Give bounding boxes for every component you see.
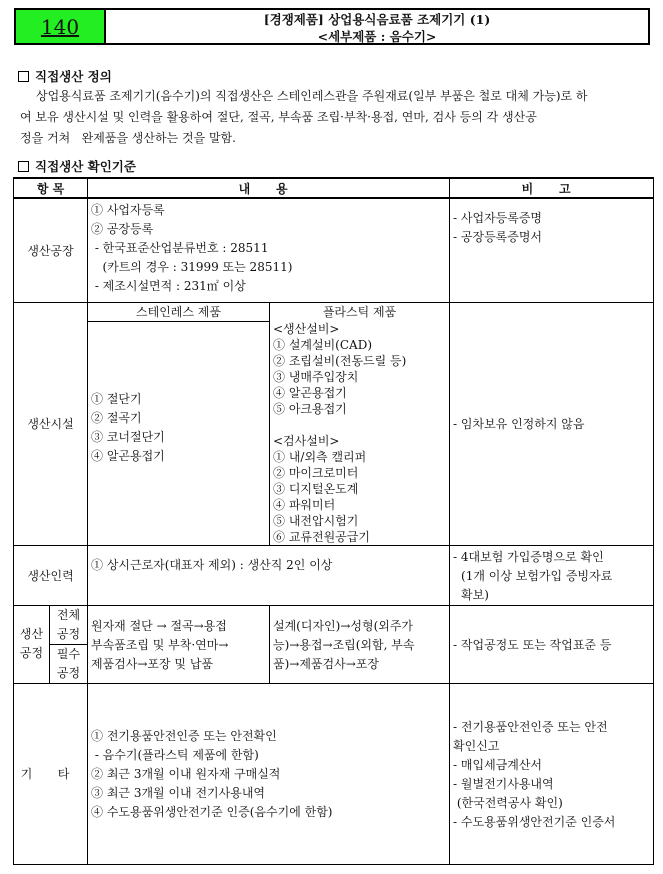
stainless-facility: 스테인레스 제품 ① 절단기 ② 절곡기 ③ 코너절단기 ④ 알곤용접기	[88, 302, 270, 545]
factory-remark: - 사업자등록증명 - 공장등록증명서	[450, 198, 654, 302]
definition-line: 상업용식료품 조제기기(음수기)의 직접생산은 스테인레스관을 주원재료(일부 부품은 철로 대체 가능)로 하	[36, 89, 588, 103]
row-label-facility: 생산시설	[14, 302, 88, 545]
process-required-label: 필수 공정	[50, 644, 88, 683]
checkbox-square-icon	[18, 161, 29, 172]
definition-line: 여 보유 생산시설 및 인력을 활용하여 절단, 절곡, 부속품 조립·부착·용접, 연마, 검사 등의 각 생산공	[20, 110, 537, 124]
section-criteria-title: 직접생산 확인기준	[18, 157, 136, 175]
definition-paragraph	[20, 86, 652, 149]
document-header	[14, 8, 650, 45]
criteria-table	[13, 177, 654, 865]
table-row-facility	[14, 302, 654, 545]
workforce-content: ① 상시근로자(대표자 제외) : 생산직 2인 이상	[88, 545, 450, 605]
facility-remark: - 임차보유 인정하지 않음	[450, 302, 654, 545]
process-remark: - 작업공정도 또는 작업표준 등	[450, 605, 654, 683]
table-row-workforce	[14, 545, 654, 605]
process-plastic: 설계(디자인)→성형(외주가 능)→용접→조립(외함, 부속 품)→제품검사→포장	[270, 605, 450, 683]
plastic-facility: 플라스틱 제품 <생산설비> ① 설계설비(CAD) ② 조립설비(전동드릴 등) ③ 냉매주입장치 ④ 알곤용접기 ⑤ 아크용접기 <검사설비> ① 내/외측 캘리퍼 ② 마이크로미터 ③ 디지털온도계 ④ 파워미터 ⑤ 내전압시험기 ⑥ 교류전원공급기	[270, 302, 450, 545]
item-number: 140	[16, 10, 106, 43]
document-title	[106, 10, 648, 43]
row-label-workforce: 생산인력	[14, 545, 88, 605]
process-full-label: 전체 공정	[50, 605, 88, 644]
plastic-header: 플라스틱 제품	[322, 304, 397, 319]
table-row-other	[14, 683, 654, 865]
row-label-process: 생산 공정	[14, 605, 50, 683]
row-label-other: 기 타	[14, 683, 88, 865]
other-content: ① 전기용품안전인증 또는 안전확인 - 음수기(플라스틱 제품에 한함) ② 최근 3개월 이내 원자재 구매실적 ③ 최근 3개월 이내 전기사용내역 ④ 수도용품위생안전기준 인증(음수기에 한함)	[88, 683, 450, 865]
table-row-process-full	[14, 605, 654, 644]
table-header-row	[14, 178, 654, 198]
table-row-factory	[14, 198, 654, 302]
header-remark: 비 고	[450, 178, 654, 198]
process-stainless: 원자재 절단 → 절곡→용접 부속품조립 및 부착·연마→ 제품검사→포장 및 납품	[88, 605, 270, 683]
row-label-factory: 생산공장	[14, 198, 88, 302]
title-line-1: [경쟁제품] 상업용식음료품 조제기기 (1)	[263, 12, 491, 27]
workforce-remark: - 4대보험 가입증명으로 확인 (1개 이상 보험가입 증빙자료 확보)	[450, 545, 654, 605]
section-definition-title: 직접생산 정의	[18, 67, 112, 85]
header-content: 내 용	[88, 178, 450, 198]
header-item: 항 목	[14, 178, 88, 198]
checkbox-square-icon	[18, 71, 29, 82]
definition-line: 정을 거쳐 완제품을 생산하는 것을 말함.	[20, 131, 236, 145]
title-line-2: <세부제품 : 음수기>	[317, 29, 437, 44]
factory-content: ① 사업자등록 ② 공장등록 - 한국표준산업분류번호 : 28511 (카트의 경우 : 31999 또는 28511) - 제조시설면적 : 231㎡ 이상	[88, 198, 450, 302]
other-remark: - 전기용품안전인증 또는 안전 확인신고 - 매입세금계산서 - 월별전기사용내역 (한국전력공사 확인) - 수도용품위생안전기준 인증서	[450, 683, 654, 865]
stainless-header: 스테인레스 제품	[88, 303, 269, 322]
